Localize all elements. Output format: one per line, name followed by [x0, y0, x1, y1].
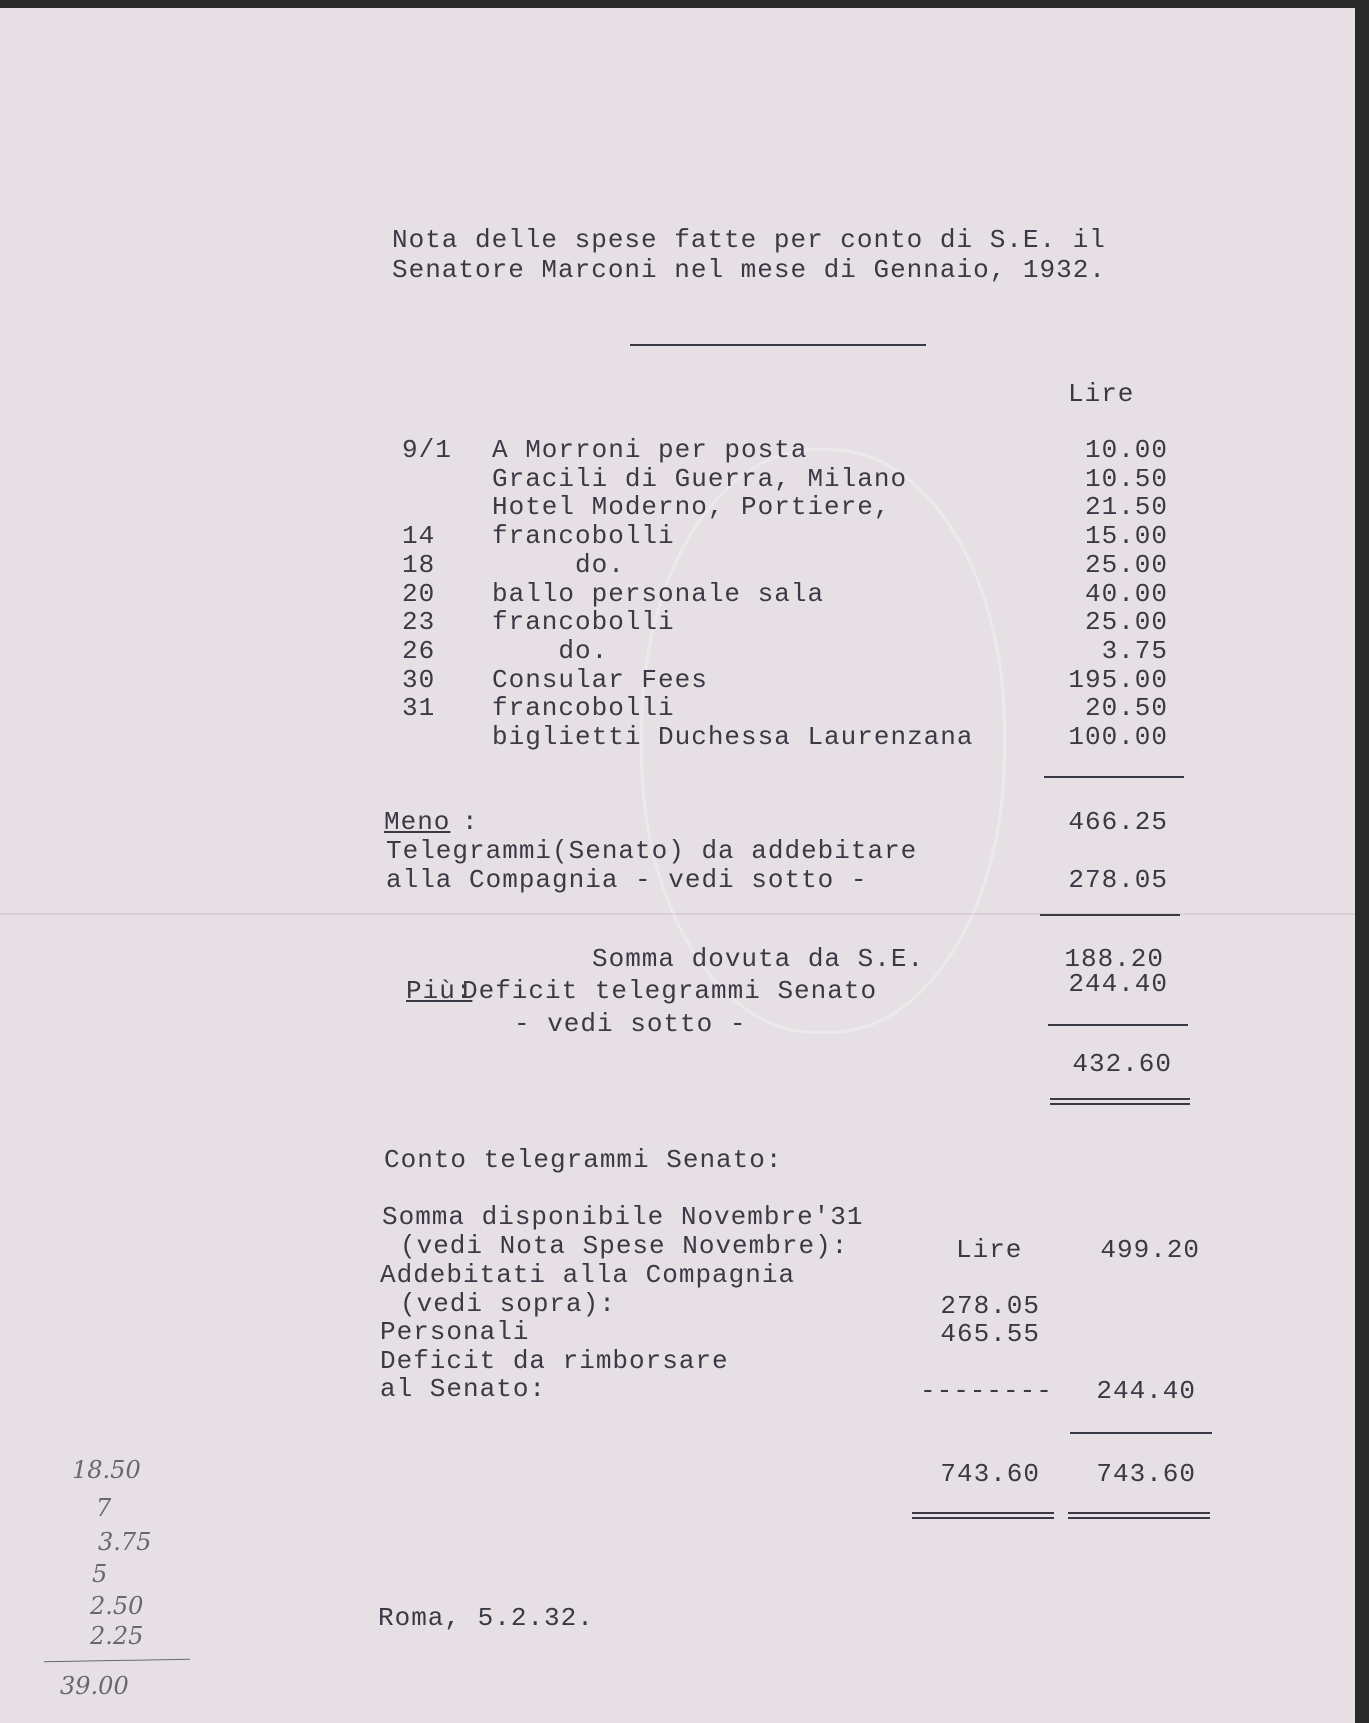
- expense-day: 20: [402, 579, 436, 609]
- meno-desc-2: alla Compagnia - vedi sotto -: [386, 865, 868, 895]
- conto-line-7: al Senato:: [380, 1374, 547, 1404]
- expense-description: do.: [492, 550, 625, 580]
- conto-line-6: Deficit da rimborsare: [380, 1346, 729, 1376]
- conto-line-5: Personali: [380, 1317, 530, 1347]
- expense-day: 30: [402, 665, 436, 695]
- expense-description: ballo personale sala: [492, 579, 825, 609]
- expense-day: 26: [402, 636, 436, 666]
- expense-description: Gracili di Guerra, Milano: [492, 464, 908, 494]
- subtotal-amount: 466.25: [1068, 807, 1168, 837]
- expense-day: 9/1: [402, 435, 452, 465]
- expense-amount: 10.00: [1084, 435, 1168, 465]
- expense-amount: 40.00: [1084, 579, 1168, 609]
- conto-double-rule-left: [912, 1512, 1054, 1519]
- handwritten-figure: 18.50: [72, 1456, 141, 1484]
- expense-description: francobolli: [492, 521, 675, 551]
- document-page: [0, 8, 1355, 1723]
- title-line-1: Nota delle spese fatte per conto di S.E. il: [392, 225, 1106, 255]
- expense-day: 23: [402, 607, 436, 637]
- handwritten-figure: 3.75: [98, 1528, 152, 1556]
- handwritten-figure: 7: [96, 1494, 112, 1522]
- expense-description: biglietti Duchessa Laurenzana: [492, 722, 974, 752]
- meno-rule: [1040, 914, 1180, 916]
- expense-amount: 10.50: [1084, 464, 1168, 494]
- meno-desc-1: Telegrammi(Senato) da addebitare: [386, 836, 918, 866]
- expense-amount: 25.00: [1084, 607, 1168, 637]
- expense-amount: 20.50: [1084, 693, 1168, 723]
- conto-personali: 465.55: [940, 1319, 1040, 1349]
- expense-day: 14: [402, 521, 436, 551]
- conto-disponibile: 499.20: [1100, 1235, 1200, 1265]
- conto-dashes: --------: [920, 1376, 1053, 1406]
- expense-day: 31: [402, 693, 436, 723]
- conto-rule: [1070, 1432, 1212, 1434]
- expense-description: A Morroni per posta: [492, 435, 808, 465]
- conto-line-3: Addebitati alla Compagnia: [380, 1260, 796, 1290]
- conto-addebitati: 278.05: [940, 1291, 1040, 1321]
- conto-heading: Conto telegrammi Senato:: [384, 1145, 783, 1175]
- conto-line-4: (vedi sopra):: [400, 1289, 616, 1319]
- conto-currency: Lire: [956, 1235, 1023, 1265]
- handwritten-figure: 5: [92, 1560, 108, 1588]
- date-line: Roma, 5.2.32.: [378, 1603, 594, 1633]
- piu-rule: [1048, 1024, 1188, 1026]
- expense-description: Hotel Moderno, Portiere,: [492, 492, 891, 522]
- piu-label: Più:: [406, 976, 473, 1006]
- title-divider: [630, 344, 926, 346]
- conto-total-left: 743.60: [940, 1459, 1040, 1489]
- somma-label: Somma dovuta da S.E.: [592, 944, 925, 974]
- piu-desc-2: - vedi sotto -: [514, 1009, 747, 1039]
- conto-line-2: (vedi Nota Spese Novembre):: [400, 1231, 849, 1261]
- conto-deficit: 244.40: [1096, 1376, 1196, 1406]
- conto-double-rule-right: [1068, 1512, 1210, 1519]
- subtotal-rule: [1044, 776, 1184, 778]
- total-double-rule: [1050, 1098, 1190, 1105]
- expense-amount: 3.75: [1101, 636, 1168, 666]
- piu-amount: 244.40: [1068, 969, 1168, 999]
- handwritten-figure: 2.25: [90, 1622, 144, 1650]
- meno-colon: :: [462, 807, 479, 837]
- expense-description: francobolli: [492, 607, 675, 637]
- currency-header: Lire: [1068, 379, 1135, 409]
- expense-description: Consular Fees: [492, 665, 708, 695]
- meno-amount: 278.05: [1068, 865, 1168, 895]
- conto-line-1: Somma disponibile Novembre'31: [382, 1202, 864, 1232]
- conto-total-right: 743.60: [1096, 1459, 1196, 1489]
- expense-description: francobolli: [492, 693, 675, 723]
- meno-label: Meno: [384, 807, 451, 837]
- handwritten-sum-rule: [44, 1659, 190, 1663]
- expense-description: do.: [492, 636, 609, 666]
- total-amount: 432.60: [1072, 1049, 1172, 1079]
- expense-day: 18: [402, 550, 436, 580]
- expense-amount: 15.00: [1084, 521, 1168, 551]
- expense-amount: 100.00: [1068, 722, 1168, 752]
- somma-amount: 188.20: [1064, 944, 1164, 974]
- title-line-2: Senatore Marconi nel mese di Gennaio, 1932.: [392, 255, 1106, 285]
- handwritten-figure: 2.50: [90, 1592, 144, 1620]
- handwritten-figure: 39.00: [60, 1672, 129, 1700]
- expense-amount: 195.00: [1068, 665, 1168, 695]
- expense-amount: 25.00: [1084, 550, 1168, 580]
- expense-amount: 21.50: [1084, 492, 1168, 522]
- piu-desc-1: Deficit telegrammi Senato: [462, 976, 878, 1006]
